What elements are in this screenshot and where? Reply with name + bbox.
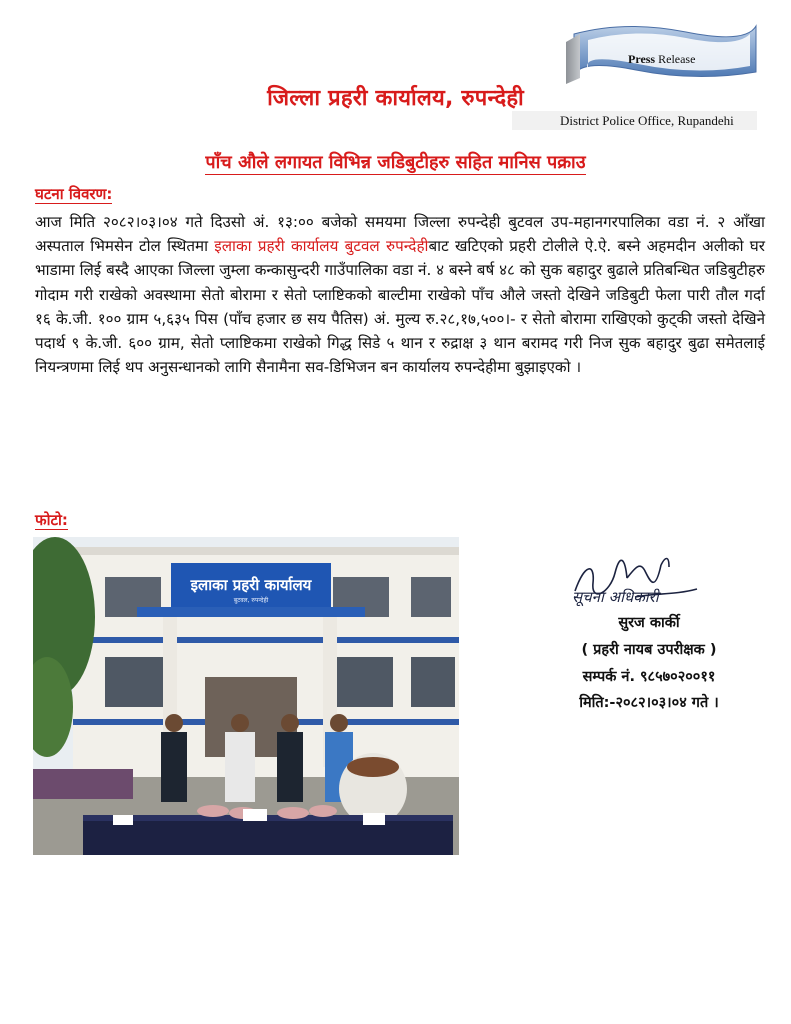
- signatory-rank: ( प्रहरी नायब उपरीक्षक ): [581, 642, 717, 658]
- building-sign-sub: बुटवल, रुपन्देही: [233, 597, 269, 604]
- signatory-contact: सम्पर्क नं. ९८५७०२००११: [582, 669, 716, 685]
- press-release-label: Press Release: [628, 52, 696, 66]
- signatory-name: सुरज कार्की: [618, 615, 680, 631]
- building-sign: इलाका प्रहरी कार्यालय: [190, 576, 312, 594]
- incident-text: आज मिति २०८२।०३।०४ गते दिउसो अं. १३:०० बजेको समयमा जिल्ला रुपन्देही बुटवल उप-महानगरपालिका वडा नं. २ आँखा अस्पताल भिमसेन टोल स्थितमा इलाका प्रहरी कार्यालय बुटवल रुपन्देहीबाट खटिएको प्रहरी टोलीले ऐ.ऐ. बस्ने अहमदीन अलीको घर भाडामा लिई बस्दै आएका जिल्ला जुम्ला कन्कासुन्दरी गाउँपालिका वडा नं. ४ बस्ने बर्ष ४८ को सुक बहादुर बुढाले प्रतिबन्धित जडिबुटीहरु गोदाम गरी राखेको अवस्थामा सेतो बोरामा र सेतो प्लाष्टिकको बाल्टीमा राखेको पाँच औले जस्तो देखिने जडिबुटी फेला पारी तौल गर्दा १६ के.जी. १०० ग्राम ५,६३५ पिस (पाँच हजार छ सय पैतिस) अं. मुल्य रु.२८,१७,५००।- र सेतो बोरामा राखिएको कुट्की जस्तो देखिने पदार्थ ९ के.जी. ६०० ग्राम, सेतो प्लाष्टिकमा राखेको गिद्ध सिडे ५ थान र रुद्राक्ष ३ थान बरामद गरी निज सुक बहादुर बुढा समेतलाई नियन्त्रणमा लिई थप अनुसन्धानको लागि सैनामैना सव-डिभिजन बन कार्यालय रुपन्देहीमा बुझाइएको ।: [35, 213, 765, 377]
- release-date: मिति:-२०८२।०३।०४ गते ।: [579, 695, 719, 711]
- headline: पाँच औले लगायत विभिन्न जडिबुटीहरु सहित मानिस पक्राउ: [205, 152, 586, 173]
- office-name-nepali: जिल्ला प्रहरी कार्यालय, रुपन्देही: [267, 86, 524, 111]
- seizure-photo: [33, 537, 459, 855]
- signature-title: सूचना अधिकारी: [572, 588, 659, 606]
- incident-office-highlight: इलाका प्रहरी कार्यालय बुटवल रुपन्देही: [214, 237, 429, 256]
- photo-label: फोटो:: [35, 511, 68, 529]
- office-name-english: District Police Office, Rupandehi: [560, 113, 734, 128]
- incident-label: घटना विवरण:: [35, 185, 113, 203]
